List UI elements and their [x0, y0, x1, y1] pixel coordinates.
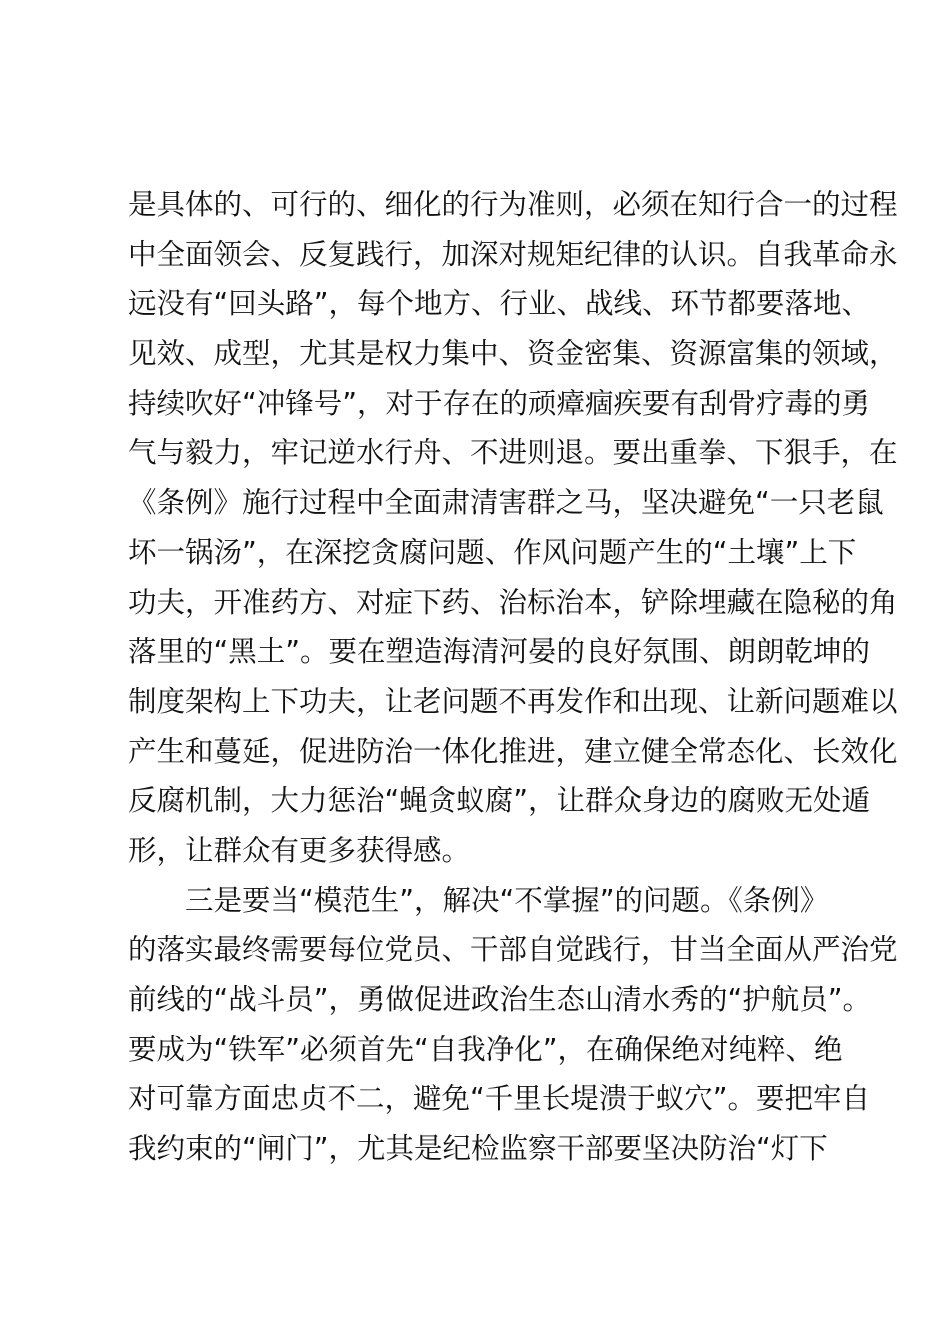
- text-line: 的落实最终需要每位党员、干部自觉践行，甘当全面从严治党: [128, 933, 898, 967]
- text-line: 形，让群众有更多获得感。: [128, 833, 471, 867]
- text-line: 前线的“战斗员”，勇做促进政治生态山清水秀的“护航员”。: [128, 983, 872, 1016]
- text-line: 三是要当“模范生”，解决“不掌握”的问题。《条例》: [185, 883, 829, 917]
- text-line: 见效、成型，尤其是权力集中、资金密集、资源富集的领域，: [128, 337, 898, 371]
- text-line: 远没有“回头路”，每个地方、行业、战线、环节都要落地、: [128, 287, 871, 321]
- text-line: 落里的“黑土”。要在塑造海清河晏的良好氛围、朗朗乾坤的: [128, 635, 871, 669]
- text-line: 反腐机制，大力惩治“蝇贪蚁腐”，让群众身边的腐败无处遁: [128, 784, 871, 818]
- text-line: 我约束的“闸门”，尤其是纪检监察干部要坚决防治“灯下: [128, 1132, 828, 1166]
- text-line: 产生和蔓延，促进防治一体化推进，建立健全常态化、长效化: [128, 734, 898, 768]
- text-line: 持续吹好“冲锋号”，对于存在的顽瘴痼疾要有刮骨疗毒的勇: [128, 386, 871, 420]
- text-line: 要成为“铁军”必须首先“自我净化”，在确保绝对纯粹、绝: [128, 1032, 843, 1066]
- text-line: 对可靠方面忠贞不二，避免“千里长堤溃于蚁穴”。要把牢自: [128, 1082, 871, 1116]
- body-text: [128, 180, 898, 1174]
- text-line: 中全面领会、反复践行，加深对规矩纪律的认识。自我革命永: [128, 237, 898, 271]
- text-line: 气与毅力，牢记逆水行舟、不进则退。要出重拳、下狠手，在: [128, 436, 898, 470]
- text-line: 是具体的、可行的、细化的行为准则，必须在知行合一的过程: [128, 188, 898, 221]
- paragraph-1: [128, 180, 898, 876]
- paragraph-2: [128, 876, 898, 1174]
- text-line: 功夫，开准药方、对症下药、治标治本，铲除埋藏在隐秘的角: [128, 585, 898, 619]
- text-line: 制度架构上下功夫，让老问题不再发作和出现、让新问题难以: [128, 684, 898, 718]
- text-line: 坏一锅汤”，在深挖贪腐问题、作风问题产生的“土壤”上下: [128, 535, 857, 569]
- text-line: 《条例》施行过程中全面肃清害群之马，坚决避免“一只老鼠: [128, 486, 884, 520]
